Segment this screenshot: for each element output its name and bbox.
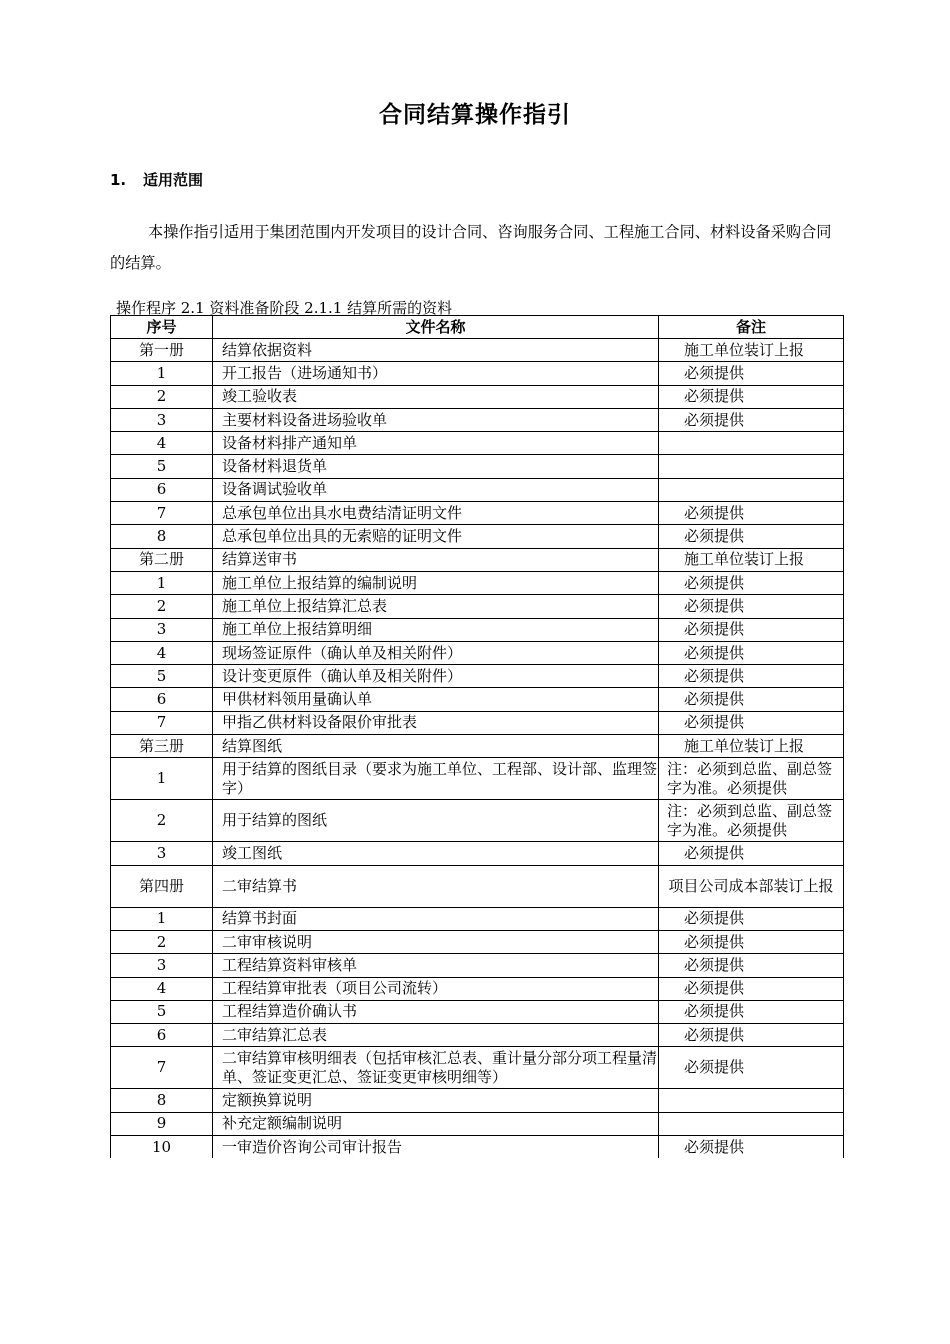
row-seq: 7	[111, 711, 213, 734]
row-file-name: 工程结算造价确认书	[213, 1000, 659, 1023]
table-row	[111, 930, 844, 953]
row-note	[659, 432, 844, 455]
row-seq: 3	[111, 954, 213, 977]
table-row	[111, 362, 844, 385]
row-seq: 6	[111, 478, 213, 501]
table-row	[111, 408, 844, 431]
row-file-name: 开工报告（进场通知书）	[213, 362, 659, 385]
table-row	[111, 1024, 844, 1047]
row-seq: 第二册	[111, 548, 213, 571]
row-note: 必须提供	[659, 385, 844, 408]
row-file-name: 定额换算说明	[213, 1089, 659, 1112]
row-note: 必须提供	[659, 618, 844, 641]
table-row	[111, 595, 844, 618]
row-note: 必须提供	[659, 408, 844, 431]
row-seq: 5	[111, 1000, 213, 1023]
row-seq: 1	[111, 362, 213, 385]
row-file-name: 甲指乙供材料设备限价审批表	[213, 711, 659, 734]
row-seq: 1	[111, 758, 213, 800]
row-file-name: 总承包单位出具的无索赔的证明文件	[213, 525, 659, 548]
row-file-name: 设备材料退货单	[213, 455, 659, 478]
table-row	[111, 1112, 844, 1135]
row-file-name: 现场签证原件（确认单及相关附件）	[213, 641, 659, 664]
row-file-name: 设计变更原件（确认单及相关附件）	[213, 665, 659, 688]
table-row	[111, 571, 844, 594]
row-file-name: 施工单位上报结算明细	[213, 618, 659, 641]
table-row	[111, 977, 844, 1000]
row-seq: 8	[111, 1089, 213, 1112]
header-note: 备注	[659, 316, 844, 339]
table-row	[111, 954, 844, 977]
row-note: 必须提供	[659, 1000, 844, 1023]
table-row	[111, 711, 844, 734]
row-note: 必须提供	[659, 1136, 844, 1159]
row-note: 项目公司成本部装订上报	[659, 865, 844, 907]
header-seq: 序号	[111, 316, 213, 339]
row-note: 必须提供	[659, 502, 844, 525]
row-note: 必须提供	[659, 665, 844, 688]
row-file-name: 二审审核说明	[213, 930, 659, 953]
table-row	[111, 665, 844, 688]
row-note	[659, 478, 844, 501]
table-row	[111, 502, 844, 525]
row-seq: 第一册	[111, 339, 213, 362]
row-note: 注：必须到总监、副总签字为准。必须提供	[659, 800, 844, 842]
row-file-name: 一审造价咨询公司审计报告	[213, 1136, 659, 1159]
row-seq: 2	[111, 385, 213, 408]
row-note: 必须提供	[659, 1024, 844, 1047]
row-seq: 4	[111, 432, 213, 455]
row-seq: 3	[111, 408, 213, 431]
table-row	[111, 525, 844, 548]
row-file-name: 结算图纸	[213, 735, 659, 758]
row-file-name: 施工单位上报结算汇总表	[213, 595, 659, 618]
header-file-name: 文件名称	[213, 316, 659, 339]
row-file-name: 二审结算书	[213, 865, 659, 907]
section-number: 1.	[110, 171, 127, 189]
settlement-documents-table	[110, 315, 844, 1158]
table-row	[111, 865, 844, 907]
table-row	[111, 385, 844, 408]
row-seq: 3	[111, 842, 213, 865]
row-seq: 10	[111, 1136, 213, 1159]
table-row	[111, 842, 844, 865]
row-note: 必须提供	[659, 525, 844, 548]
row-file-name: 主要材料设备进场验收单	[213, 408, 659, 431]
row-note: 必须提供	[659, 977, 844, 1000]
table-row	[111, 455, 844, 478]
table-caption: 操作程序 2.1 资料准备阶段 2.1.1 结算所需的资料	[116, 299, 453, 317]
row-note: 必须提供	[659, 842, 844, 865]
row-file-name: 施工单位上报结算的编制说明	[213, 571, 659, 594]
row-file-name: 甲供材料领用量确认单	[213, 688, 659, 711]
row-note: 必须提供	[659, 595, 844, 618]
row-file-name: 二审结算汇总表	[213, 1024, 659, 1047]
row-seq: 2	[111, 800, 213, 842]
row-seq: 4	[111, 641, 213, 664]
row-note: 施工单位装订上报	[659, 548, 844, 571]
row-seq: 6	[111, 1024, 213, 1047]
row-note: 必须提供	[659, 641, 844, 664]
table-row	[111, 688, 844, 711]
table-row	[111, 735, 844, 758]
row-seq: 3	[111, 618, 213, 641]
row-file-name: 结算书封面	[213, 907, 659, 930]
table-row	[111, 800, 844, 842]
row-note: 施工单位装订上报	[659, 339, 844, 362]
table-row	[111, 548, 844, 571]
row-note: 必须提供	[659, 954, 844, 977]
row-seq: 1	[111, 571, 213, 594]
row-seq: 9	[111, 1112, 213, 1135]
row-note: 施工单位装订上报	[659, 735, 844, 758]
row-file-name: 结算送审书	[213, 548, 659, 571]
row-file-name: 工程结算资料审核单	[213, 954, 659, 977]
row-note	[659, 455, 844, 478]
scope-paragraph: 本操作指引适用于集团范围内开发项目的设计合同、咨询服务合同、工程施工合同、材料设备采购合同的结算。	[110, 223, 832, 272]
row-seq: 2	[111, 930, 213, 953]
table-row	[111, 758, 844, 800]
table-body	[111, 339, 844, 1159]
row-note: 必须提供	[659, 711, 844, 734]
row-file-name: 用于结算的图纸	[213, 800, 659, 842]
row-note: 必须提供	[659, 688, 844, 711]
row-seq: 5	[111, 455, 213, 478]
row-seq: 8	[111, 525, 213, 548]
row-file-name: 设备材料排产通知单	[213, 432, 659, 455]
row-file-name: 总承包单位出具水电费结清证明文件	[213, 502, 659, 525]
row-seq: 2	[111, 595, 213, 618]
table-row	[111, 478, 844, 501]
row-note	[659, 1089, 844, 1112]
table-row	[111, 432, 844, 455]
row-seq: 第三册	[111, 735, 213, 758]
row-file-name: 结算依据资料	[213, 339, 659, 362]
row-file-name: 设备调试验收单	[213, 478, 659, 501]
row-file-name: 二审结算审核明细表（包括审核汇总表、重计量分部分项工程量清单、签证变更汇总、签证变更审核明细等）	[213, 1047, 659, 1089]
row-note: 必须提供	[659, 930, 844, 953]
table-row	[111, 339, 844, 362]
row-file-name: 竣工验收表	[213, 385, 659, 408]
table-row	[111, 1000, 844, 1023]
section-heading	[110, 169, 203, 190]
table-row	[111, 641, 844, 664]
row-note: 必须提供	[659, 571, 844, 594]
table-header-row	[111, 316, 844, 339]
table-row	[111, 1136, 844, 1159]
document-title: 合同结算操作指引	[379, 102, 571, 128]
row-seq: 6	[111, 688, 213, 711]
table-row	[111, 1047, 844, 1089]
row-file-name: 工程结算审批表（项目公司流转）	[213, 977, 659, 1000]
row-file-name: 补充定额编制说明	[213, 1112, 659, 1135]
row-note: 必须提供	[659, 1047, 844, 1089]
row-file-name: 竣工图纸	[213, 842, 659, 865]
row-file-name: 用于结算的图纸目录（要求为施工单位、工程部、设计部、监理签字）	[213, 758, 659, 800]
row-note	[659, 1112, 844, 1135]
row-seq: 4	[111, 977, 213, 1000]
row-seq: 7	[111, 1047, 213, 1089]
table-row	[111, 907, 844, 930]
row-seq: 7	[111, 502, 213, 525]
table-row	[111, 618, 844, 641]
row-seq: 5	[111, 665, 213, 688]
section-title: 适用范围	[143, 171, 204, 189]
table-row	[111, 1089, 844, 1112]
row-seq: 1	[111, 907, 213, 930]
row-note: 必须提供	[659, 907, 844, 930]
row-note: 注：必须到总监、副总签字为准。必须提供	[659, 758, 844, 800]
row-seq: 第四册	[111, 865, 213, 907]
row-note: 必须提供	[659, 362, 844, 385]
